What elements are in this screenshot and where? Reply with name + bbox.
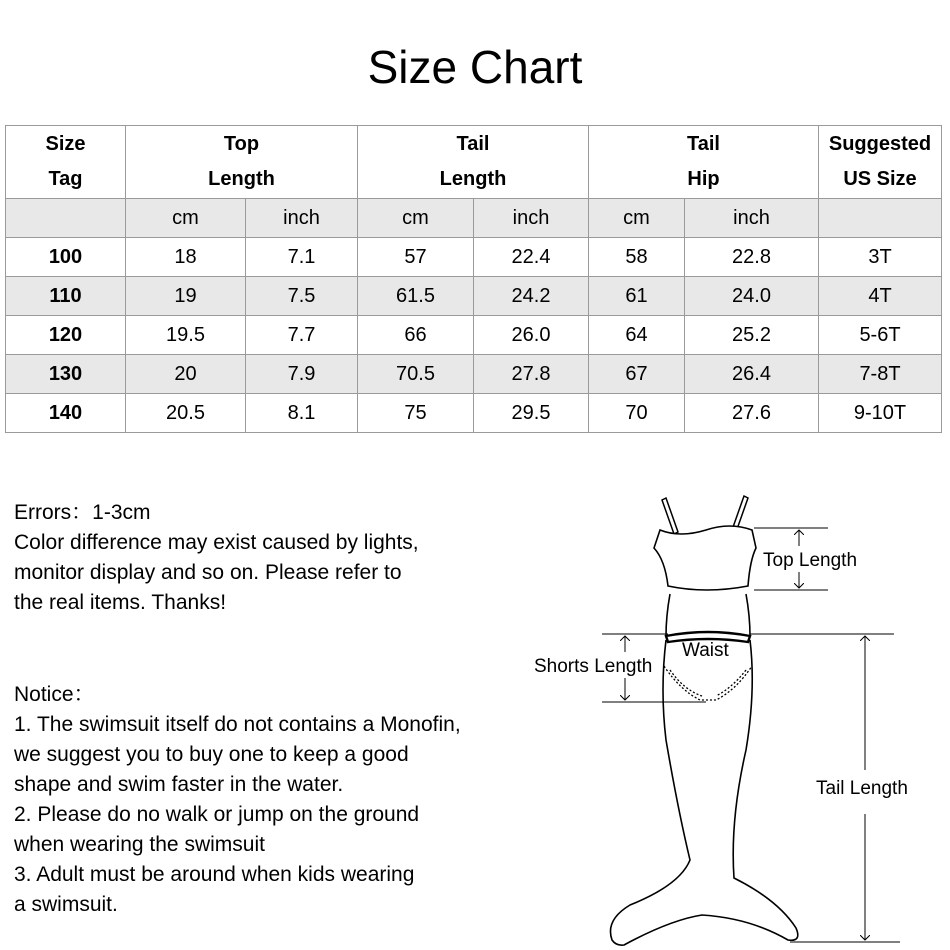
units-cell-blank <box>819 199 942 238</box>
table-cell: 4T <box>819 277 942 316</box>
table-cell: 24.2 <box>474 277 589 316</box>
units-cell: inch <box>246 199 358 238</box>
table-cell: 70 <box>589 394 685 433</box>
notice-line: shape and swim faster in the water. <box>14 773 344 796</box>
table-cell: 20 <box>126 355 246 394</box>
notice-line: 3. Adult must be around when kids wearing <box>14 863 415 886</box>
notice-line: when wearing the swimsuit <box>14 833 265 856</box>
top-length-label: Top Length <box>763 550 858 571</box>
shorts-length-label: Shorts Length <box>534 656 653 677</box>
table-cell: 3T <box>819 238 942 277</box>
table-cell: 70.5 <box>358 355 474 394</box>
bikini-top <box>654 526 756 590</box>
errors-line: the real items. Thanks! <box>14 591 227 614</box>
size-tag-cell: 120 <box>6 316 126 355</box>
header-tail-length: Tail Length <box>358 126 589 199</box>
shorts-outline-inner <box>670 670 746 696</box>
notice-line: 1. The swimsuit itself do not contains a Monofin, <box>14 713 461 736</box>
table-cell: 22.8 <box>685 238 819 277</box>
table-row <box>6 277 942 316</box>
table-row <box>6 394 942 433</box>
notice-block <box>14 680 461 920</box>
page-title: Size Chart <box>367 41 583 93</box>
table-cell: 7-8T <box>819 355 942 394</box>
table-cell: 75 <box>358 394 474 433</box>
errors-line: Errors：1-3cm <box>14 501 151 524</box>
table-cell: 25.2 <box>685 316 819 355</box>
tail-outline <box>610 640 797 945</box>
table-row <box>6 355 942 394</box>
size-tag-cell: 110 <box>6 277 126 316</box>
units-cell: inch <box>474 199 589 238</box>
table-cell: 24.0 <box>685 277 819 316</box>
table-cell: 9-10T <box>819 394 942 433</box>
size-chart-table <box>5 125 942 433</box>
size-tag-cell: 130 <box>6 355 126 394</box>
units-cell: cm <box>358 199 474 238</box>
notice-line: we suggest you to buy one to keep a good <box>14 743 409 766</box>
units-cell-blank <box>6 199 126 238</box>
table-cell: 19 <box>126 277 246 316</box>
header-top-length: Top Length <box>126 126 358 199</box>
size-tag-cell: 140 <box>6 394 126 433</box>
table-cell: 7.5 <box>246 277 358 316</box>
units-cell: cm <box>126 199 246 238</box>
table-cell: 57 <box>358 238 474 277</box>
body-outline <box>666 594 750 636</box>
errors-line: monitor display and so on. Please refer to <box>14 561 402 584</box>
table-cell: 61 <box>589 277 685 316</box>
table-cell: 22.4 <box>474 238 589 277</box>
notice-line: 2. Please do no walk or jump on the ground <box>14 803 420 826</box>
size-tag-cell: 100 <box>6 238 126 277</box>
header-suggested-us-size: Suggested US Size <box>819 126 942 199</box>
notice-heading: Notice： <box>14 683 95 706</box>
table-cell: 7.9 <box>246 355 358 394</box>
table-cell: 7.1 <box>246 238 358 277</box>
table-cell: 8.1 <box>246 394 358 433</box>
errors-note <box>14 498 419 618</box>
header-row <box>6 126 942 199</box>
table-cell: 67 <box>589 355 685 394</box>
table-cell: 64 <box>589 316 685 355</box>
units-cell: cm <box>589 199 685 238</box>
table-cell: 66 <box>358 316 474 355</box>
waist-label: Waist <box>682 640 729 661</box>
table-cell: 7.7 <box>246 316 358 355</box>
header-tail-hip: Tail Hip <box>589 126 819 199</box>
notice-line: a swimsuit. <box>14 893 118 916</box>
table-cell: 5-6T <box>819 316 942 355</box>
units-row <box>6 199 942 238</box>
table-cell: 26.0 <box>474 316 589 355</box>
table-cell: 20.5 <box>126 394 246 433</box>
table-cell: 27.8 <box>474 355 589 394</box>
table-row <box>6 238 942 277</box>
table-row <box>6 316 942 355</box>
table-cell: 26.4 <box>685 355 819 394</box>
header-size-tag: Size Tag <box>6 126 126 199</box>
table-cell: 19.5 <box>126 316 246 355</box>
units-cell: inch <box>685 199 819 238</box>
table-cell: 58 <box>589 238 685 277</box>
table-cell: 27.6 <box>685 394 819 433</box>
table-cell: 18 <box>126 238 246 277</box>
strap-left <box>662 498 678 534</box>
shorts-outline <box>664 666 752 700</box>
table-cell: 61.5 <box>358 277 474 316</box>
mermaid-swimsuit-diagram <box>520 490 945 948</box>
table-cell: 29.5 <box>474 394 589 433</box>
errors-line: Color difference may exist caused by lights, <box>14 531 419 554</box>
tail-length-label: Tail Length <box>816 778 908 799</box>
